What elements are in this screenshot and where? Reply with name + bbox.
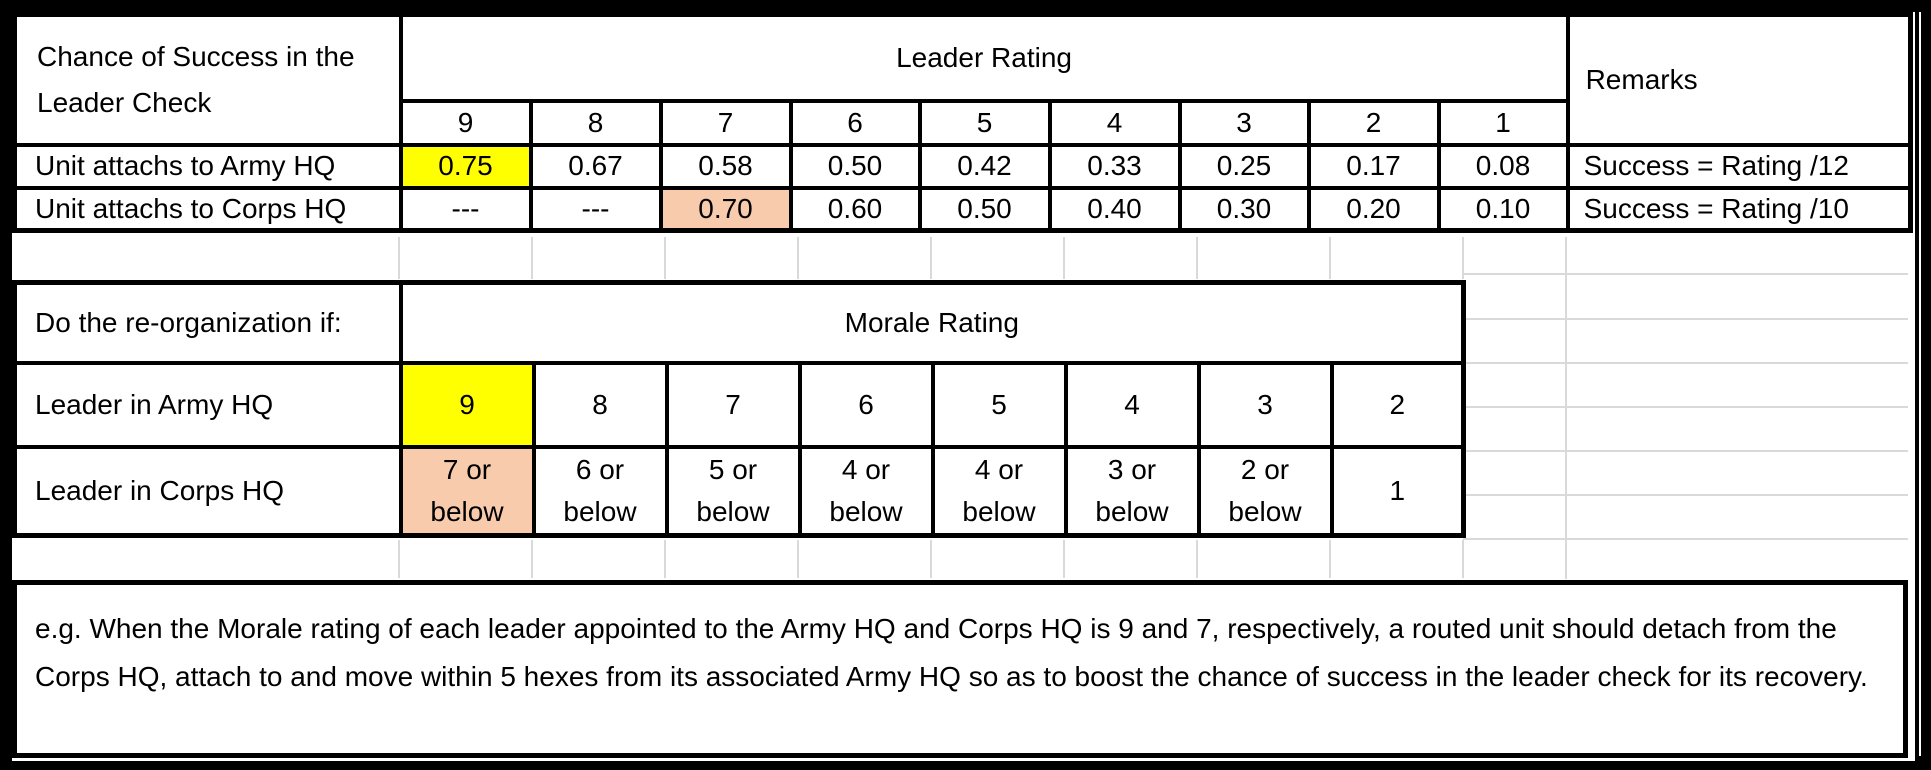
morale-threshold-cell: 2 or below <box>1199 447 1332 536</box>
success-chance-cell: 0.17 <box>1309 145 1439 188</box>
table-row <box>15 283 1464 363</box>
success-chance-cell: 0.10 <box>1439 188 1568 231</box>
example-note-text: e.g. When the Morale rating of each leader appointed to the Army HQ and Corps HQ is 9 and 7, respectively, a routed unit should detach from the Corps HQ, attach to and move within 5 hexes from its associated Army HQ so as to boost the chance of success in the leader check for its recovery. <box>35 613 1868 692</box>
success-chance-cell: 0.25 <box>1180 145 1309 188</box>
success-chance-cell: 0.67 <box>531 145 661 188</box>
remarks-header-cell: Remarks <box>1568 15 1911 145</box>
success-chance-cell: 0.08 <box>1439 145 1568 188</box>
gridline <box>1196 540 1198 578</box>
success-chance-cell: 0.60 <box>791 188 920 231</box>
row-label-army-hq: Unit attachs to Army HQ <box>15 145 401 188</box>
morale-rating-cell: 7 <box>667 363 800 447</box>
morale-rating-cell: 3 <box>1199 363 1332 447</box>
outer-border-left <box>0 0 12 770</box>
morale-threshold-cell: 7 or below <box>401 447 534 536</box>
leader-check-table <box>12 12 1913 233</box>
rating-column-header: 5 <box>920 101 1050 145</box>
gridline <box>1196 237 1198 279</box>
gridline <box>930 540 932 578</box>
gridline <box>1462 540 1464 578</box>
gridline <box>531 237 533 279</box>
gridline <box>797 540 799 578</box>
morale-threshold-cell: 4 or below <box>800 447 933 536</box>
morale-threshold-cell: 3 or below <box>1066 447 1199 536</box>
gridline <box>531 540 533 578</box>
outer-border-hairline <box>1919 12 1921 756</box>
outer-border-top <box>0 0 1931 12</box>
leader-rating-header-cell: Leader Rating <box>401 15 1568 101</box>
gridline <box>930 237 932 279</box>
morale-threshold-cell: 6 or below <box>534 447 667 536</box>
gridline <box>1463 406 1908 408</box>
morale-rating-cell: 9 <box>401 363 534 447</box>
success-chance-cell: 0.50 <box>791 145 920 188</box>
gridline <box>797 237 799 279</box>
rating-column-header: 3 <box>1180 101 1309 145</box>
gridline <box>1463 318 1908 320</box>
example-note <box>12 580 1908 758</box>
gridline <box>398 540 400 578</box>
success-chance-cell: 0.50 <box>920 188 1050 231</box>
rating-column-header: 8 <box>531 101 661 145</box>
leader-check-title-cell: Chance of Success in the Leader Check <box>15 15 401 145</box>
outer-border-right <box>1915 0 1931 770</box>
success-chance-cell: 0.70 <box>661 188 791 231</box>
morale-rating-cell: 8 <box>534 363 667 447</box>
remark-cell: Success = Rating /10 <box>1568 188 1911 231</box>
gridline <box>1463 362 1908 364</box>
row-label-leader-army-hq: Leader in Army HQ <box>15 363 401 447</box>
table-row <box>15 447 1464 536</box>
success-chance-cell: 0.20 <box>1309 188 1439 231</box>
gridline <box>1463 494 1908 496</box>
success-chance-cell: 0.42 <box>920 145 1050 188</box>
rating-column-header: 1 <box>1439 101 1568 145</box>
reorganization-title-cell: Do the re-organization if: <box>15 283 401 363</box>
rating-column-header: 6 <box>791 101 920 145</box>
gridline <box>1463 538 1908 540</box>
success-chance-cell: 0.75 <box>401 145 531 188</box>
morale-threshold-cell: 5 or below <box>667 447 800 536</box>
morale-rating-cell: 6 <box>800 363 933 447</box>
table-row <box>15 363 1464 447</box>
morale-rating-cell: 5 <box>933 363 1066 447</box>
gridline <box>664 237 666 279</box>
gridline <box>1063 237 1065 279</box>
rating-column-header: 2 <box>1309 101 1439 145</box>
table-row <box>15 188 1911 231</box>
gridline <box>1565 237 1567 579</box>
rating-column-header: 9 <box>401 101 531 145</box>
rating-column-header: 4 <box>1050 101 1180 145</box>
success-chance-cell: --- <box>531 188 661 231</box>
row-label-corps-hq: Unit attachs to Corps HQ <box>15 188 401 231</box>
gridline <box>664 540 666 578</box>
success-chance-cell: 0.40 <box>1050 188 1180 231</box>
morale-rating-header-cell: Morale Rating <box>401 283 1464 363</box>
gridline <box>398 237 400 279</box>
outer-border-bottom <box>0 761 1931 770</box>
morale-rating-cell: 2 <box>1332 363 1464 447</box>
success-chance-cell: 0.33 <box>1050 145 1180 188</box>
rating-column-header: 7 <box>661 101 791 145</box>
gridline <box>1463 273 1908 275</box>
success-chance-cell: 0.58 <box>661 145 791 188</box>
reorganization-table <box>12 280 1466 538</box>
gridline <box>1063 540 1065 578</box>
morale-rating-cell: 4 <box>1066 363 1199 447</box>
table-row <box>15 15 1911 101</box>
remark-cell: Success = Rating /12 <box>1568 145 1911 188</box>
gridline <box>1463 450 1908 452</box>
success-chance-cell: --- <box>401 188 531 231</box>
gridline <box>1329 540 1331 578</box>
morale-threshold-cell: 1 <box>1332 447 1464 536</box>
morale-threshold-cell: 4 or below <box>933 447 1066 536</box>
table-row <box>15 145 1911 188</box>
row-label-leader-corps-hq: Leader in Corps HQ <box>15 447 401 536</box>
success-chance-cell: 0.30 <box>1180 188 1309 231</box>
gridline <box>1329 237 1331 279</box>
